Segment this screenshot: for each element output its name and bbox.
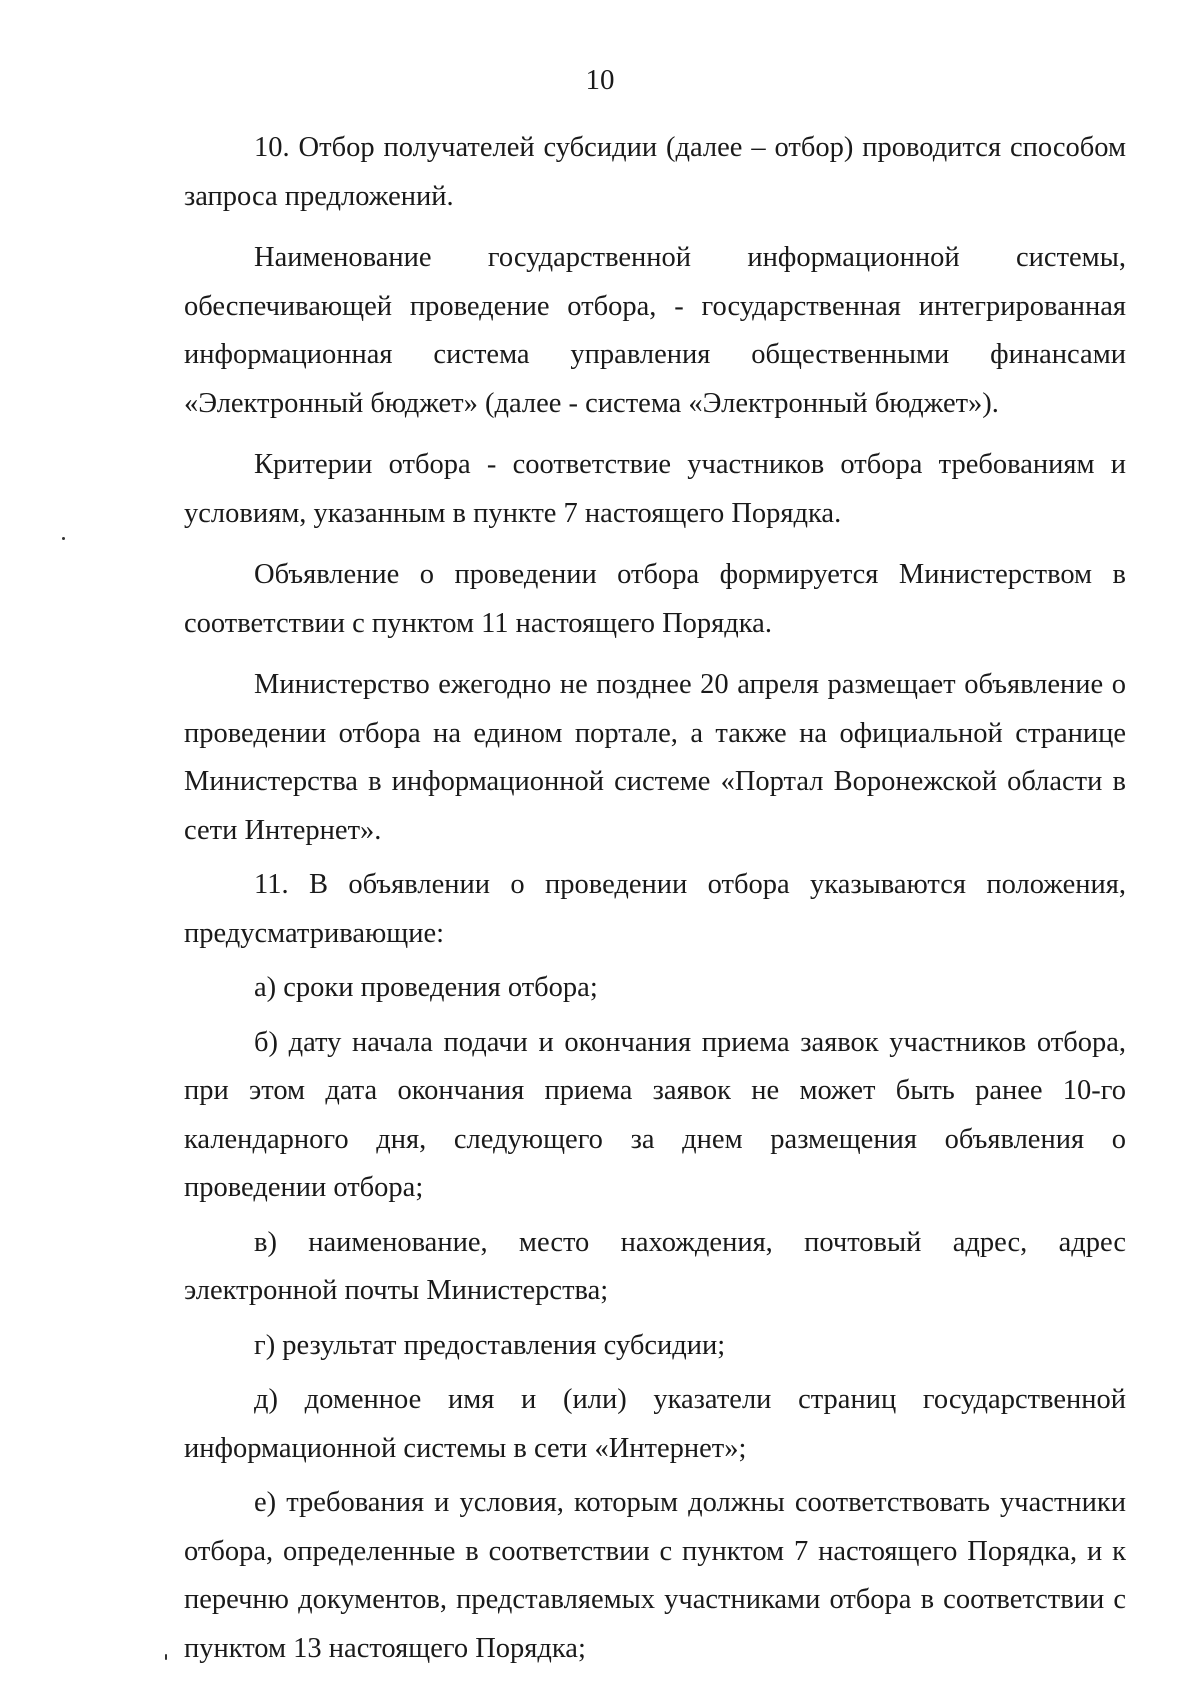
document-body [184, 124, 1126, 1673]
paragraph-selection-criteria: Критерии отбора - соответствие участников отбора требованиям и условиям, указанным в пункте 7 настоящего Порядка. [184, 449, 1126, 529]
paragraph-information-system: Наименование государственной информационной системы, обеспечивающей проведение отбора, - государственная интегрированная информационная система управления общественными финансами «Электронный бюджет» (далее - система «Электронный бюджет»). [184, 242, 1126, 419]
list-item-a: а) сроки проведения отбора; [254, 972, 598, 1003]
paragraph-10-selection-method: 10. Отбор получателей субсидии (далее – отбор) проводится способом запроса предложений. [184, 132, 1126, 212]
scan-speck [165, 1654, 167, 1660]
page-number: 10 [585, 64, 615, 96]
list-item-e: е) требования и условия, которым должны соответствовать участники отбора, определенные в соответствии с пунктом 7 настоящего Порядка, и к перечню документов, представляемых участниками отбора в соответствии с пунктом 13 настоящего Порядка; [184, 1487, 1126, 1664]
paragraph-announcement-posting: Министерство ежегодно не позднее 20 апреля размещает объявление о проведении отбора на едином портале, а также на официальной странице Министерства в информационной системе «Портал Воронежской области в сети Интернет». [184, 669, 1126, 846]
list-item-b: б) дату начала подачи и окончания приема заявок участников отбора, при этом дата окончания приема заявок не может быть ранее 10-го календарного дня, следующего за днем размещения объявления о проведении отбора; [184, 1026, 1126, 1203]
paragraph-announcement-formed: Объявление о проведении отбора формируется Министерством в соответствии с пунктом 11 настоящего Порядка. [184, 559, 1126, 639]
list-item-g: г) результат предоставления субсидии; [254, 1329, 726, 1361]
paragraph-11-announcement-contents: 11. В объявлении о проведении отбора указываются положения, предусматривающие: [184, 869, 1126, 949]
scan-speck [62, 537, 65, 540]
list-item-v: в) наименование, место нахождения, почтовый адрес, адрес электронной почты Министерства; [184, 1226, 1126, 1306]
list-item-d: д) доменное имя и (или) указатели страниц государственной информационной системы в сети «Интернет»; [184, 1384, 1126, 1464]
